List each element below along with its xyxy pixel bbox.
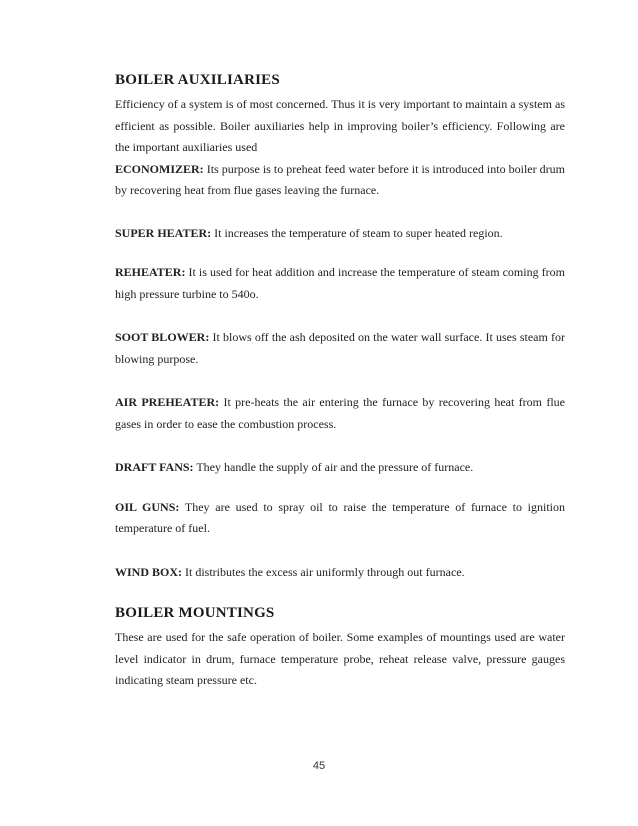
- item-term: DRAFT FANS:: [115, 460, 194, 474]
- item-super-heater: [115, 223, 565, 245]
- item-text: It pre-heats the air entering the furnace by recovering heat from flue gases in order to ease the combustion process.: [115, 395, 565, 431]
- item-term: OIL GUNS:: [115, 499, 180, 514]
- item-soot-blower: [115, 327, 565, 370]
- item-term: REHEATER:: [115, 265, 186, 279]
- page-number: 45: [312, 760, 326, 772]
- item-text: It increases the temperature of steam to super heated region.: [211, 225, 503, 240]
- item-draft-fans: [115, 457, 565, 479]
- item-text: It distributes the excess air uniformly through out furnace.: [182, 564, 465, 579]
- section-heading-boiler-auxiliaries: BOILER AUXILIARIES: [115, 72, 280, 88]
- page-content: [115, 70, 565, 692]
- item-term: AIR PREHEATER:: [115, 395, 220, 409]
- item-text: They are used to spray oil to raise the temperature of furnace to ignition temperature of fuel.: [115, 499, 565, 535]
- item-air-preheater: [115, 392, 565, 435]
- item-term: WIND BOX:: [115, 564, 183, 579]
- item-text: It is used for heat addition and increase the temperature of steam coming from high pressure turbine to 540o.: [115, 265, 565, 301]
- item-wind-box: [115, 562, 565, 584]
- item-term: SOOT BLOWER:: [115, 330, 210, 344]
- item-term: ECONOMIZER:: [115, 161, 204, 176]
- item-oil-guns: [115, 497, 565, 540]
- item-text: They handle the supply of air and the pressure of furnace.: [193, 460, 474, 474]
- mountings-paragraph: These are used for the safe operation of boiler. Some examples of mountings used are water level indicator in drum, furnace temperature probe, reheat release valve, pressure gauges indicating steam pressure etc.: [115, 630, 565, 687]
- item-reheater: [115, 262, 565, 305]
- item-text: It blows off the ash deposited on the water wall surface. It uses steam for blowing purpose.: [115, 330, 566, 366]
- section-boiler-mountings: [115, 603, 565, 692]
- item-term: SUPER HEATER:: [115, 225, 212, 240]
- intro-paragraph: Efficiency of a system is of most concerned. Thus it is very important to maintain a system as efficient as possible. Boiler auxiliaries help in improving boiler’s efficiency. Following are the important auxiliaries used: [115, 97, 565, 154]
- item-text: Its purpose is to preheat feed water before it is introduced into boiler drum by recovering heat from flue gases leaving the furnace.: [115, 161, 565, 197]
- section-heading-boiler-mountings: BOILER MOUNTINGS: [115, 605, 275, 621]
- item-economizer: [115, 159, 565, 202]
